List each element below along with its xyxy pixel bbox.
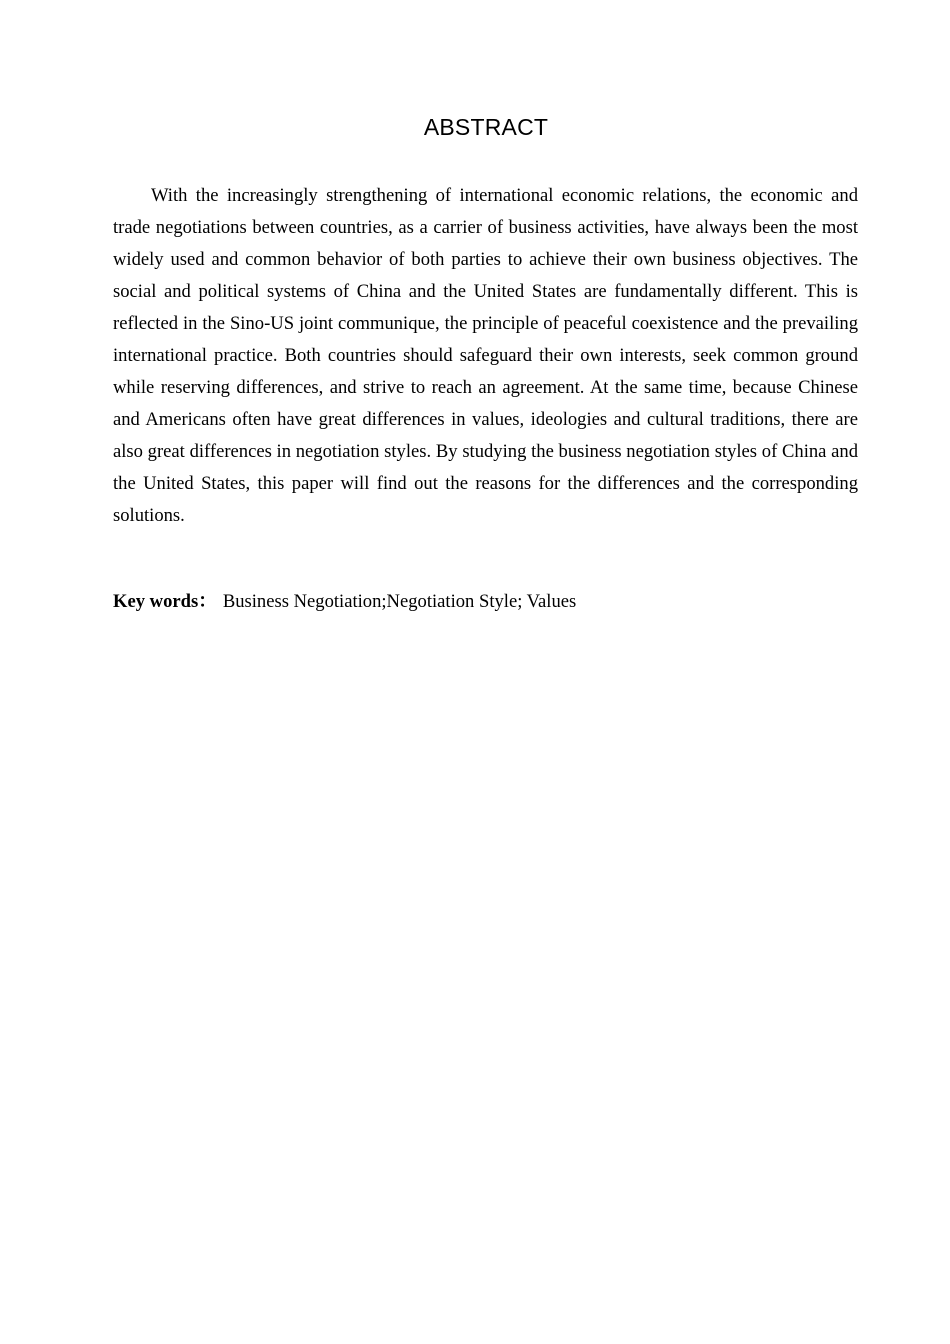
abstract-title: ABSTRACT [423,114,549,140]
keywords-text: Business Negotiation;Negotiation Style; Values [222,591,577,612]
keywords-separator: ： [198,591,217,612]
keywords-line [113,586,858,618]
keywords-label: Key words [113,591,199,612]
abstract-paragraph: With the increasingly strengthening of international economic relations, the economic and trade negotiations between countries, as a carrier of business activities, have always been the most widely used and common behavior of both parties to achieve their own business objectives. The social and political systems of China and the United States are fundamentally different. This is reflected in the Sino-US joint communique, the principle of peaceful coexistence and the prevailing international practice. Both countries should safeguard their own interests, seek common ground while reserving differences, and strive to reach an agreement. At the same time, because Chinese and Americans often have great differences in values, ideologies and cultural traditions, there are also great differences in negotiation styles. By studying the business negotiation styles of China and the United States, this paper will find out the reasons for the differences and the corresponding solutions. [113,185,858,526]
